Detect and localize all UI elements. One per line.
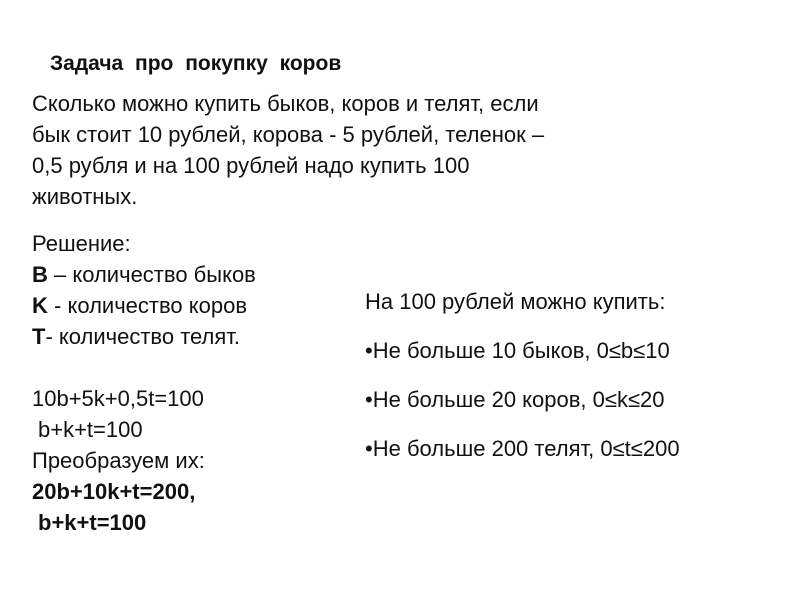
variable-definition-t (32, 321, 362, 352)
variable-definition-k (32, 290, 362, 321)
solution-block (32, 228, 362, 538)
transform-label: Преобразуем их: (32, 448, 205, 473)
list-item (365, 384, 785, 415)
equation-count: b+k+t=100 (38, 417, 143, 442)
list-item-text: Не больше 10 быков, 0≤b≤10 (372, 338, 670, 363)
problem-line: Сколько можно купить быков, коров и телят, если (32, 91, 539, 116)
result-equation-cost: 20b+10k+t=200, (32, 479, 196, 504)
problem-line: 0,5 рубля и на 100 рублей надо купить 100 (32, 153, 470, 178)
variable-symbol: B (32, 262, 48, 287)
list-item-text: Не больше 20 коров, 0≤k≤20 (372, 387, 665, 412)
variable-symbol: T (32, 324, 46, 349)
result-equation-count: b+k+t=100 (38, 510, 147, 535)
variable-symbol: K (32, 293, 48, 318)
bullet-icon: • (365, 436, 373, 461)
problem-line: бык стоит 10 рублей, корова - 5 рублей, теленок – (32, 122, 545, 147)
problem-line: животных. (32, 184, 138, 209)
variable-description: – количество быков (47, 262, 256, 287)
problem-statement (32, 88, 672, 212)
bullet-icon: • (365, 387, 373, 412)
list-item (365, 335, 785, 366)
limits-list (365, 335, 785, 464)
spacer (32, 352, 362, 383)
equation-cost: 10b+5k+0,5t=100 (32, 386, 204, 411)
bullet-icon: • (365, 338, 373, 363)
slide-title: Задача про покупку коров (50, 52, 342, 75)
variable-definition-b (32, 259, 362, 290)
variable-description: - количество телят. (45, 324, 241, 349)
variable-description: - количество коров (47, 293, 248, 318)
list-item (365, 433, 785, 464)
limits-heading: На 100 рублей можно купить: (365, 289, 666, 314)
limits-block (365, 286, 785, 464)
list-item-text: Не больше 200 телят, 0≤t≤200 (372, 436, 680, 461)
solution-heading: Решение: (32, 231, 131, 256)
